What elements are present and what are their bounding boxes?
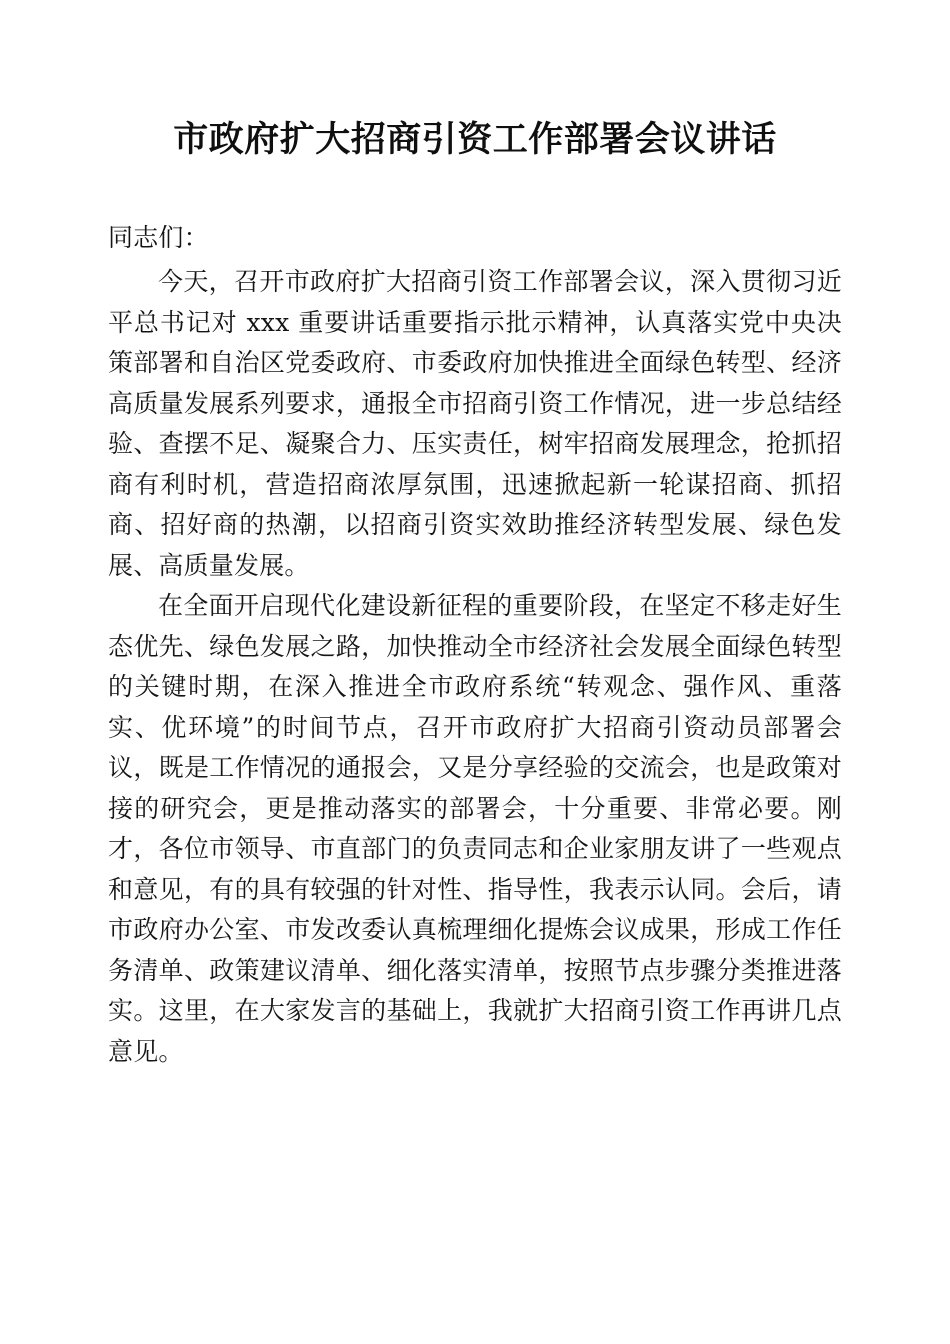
body-paragraph-1: 今天，召开市政府扩大招商引资工作部署会议，深入贯彻习近平总书记对 xxx 重要讲话重要指示批示精神，认真落实党中央决策部署和自治区党委政府、市委政府加快推进全面绿色转型、经济高质量发展系列要求，通报全市招商引资工作情况，进一步总结经验、查摆不足、凝聚合力、压实责任，树牢招商发展理念，抢抓招商有利时机，营造招商浓厚氛围，迅速掀起新一轮谋招商、抓招商、招好商的热潮，以招商引资实效助推经济转型发展、绿色发展、高质量发展。: [108, 267, 842, 580]
salutation: 同志们：: [108, 222, 209, 252]
page-title: 市政府扩大招商引资工作部署会议讲话: [173, 119, 777, 160]
body-paragraph-2: 在全面开启现代化建设新征程的重要阶段，在坚定不移走好生态优先、绿色发展之路，加快推动全市经济社会发展全面绿色转型的关键时期，在深入推进全市政府系统“转观念、强作风、重落实、优环境”的时间节点，召开市政府扩大招商引资动员部署会议，既是工作情况的通报会，又是分享经验的交流会，也是政策对接的研究会，更是推动落实的部署会，十分重要、非常必要。刚才，各位市领导、市直部门的负责同志和企业家朋友讲了一些观点和意见，有的具有较强的针对性、指导性，我表示认同。会后，请市政府办公室、市发改委认真梳理细化提炼会议成果，形成工作任务清单、政策建议清单、细化落实清单，按照节点步骤分类推进落实。这里，在大家发言的基础上，我就扩大招商引资工作再讲几点意见。: [108, 591, 842, 1066]
